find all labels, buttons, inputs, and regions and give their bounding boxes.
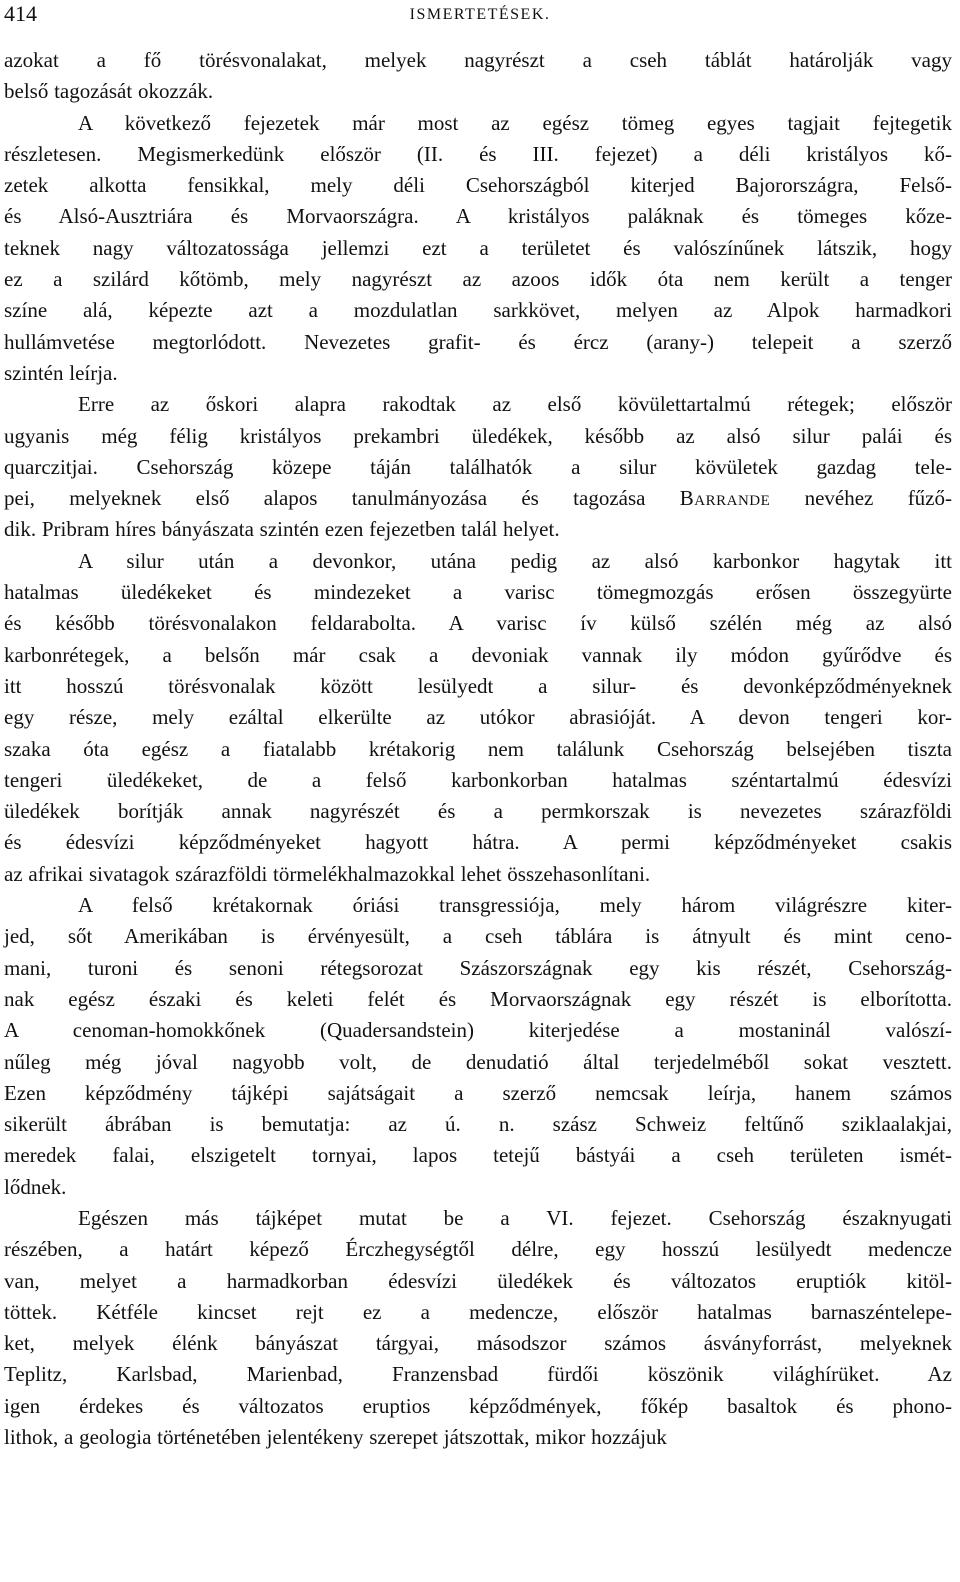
paragraph (4, 108, 952, 390)
text-line: Teplitz, Karlsbad, Marienbad, Franzensbad fürdői köszönik világhírüket. Az (4, 1362, 952, 1387)
text-line: ugyanis még félig kristályos prekambri üledékek, később az alsó silur palái és (4, 423, 952, 448)
text-line: nak egész északi és keleti felét és Morvaországnak egy részét is elborította. (4, 986, 952, 1011)
text-line: Ezen képződmény tájképi sajátságait a szerző nemcsak leírja, hanem számos (4, 1080, 952, 1105)
text-line: van, melyet a harmadkorban édesvízi üledékek és változatos eruptiók kitöl- (4, 1268, 952, 1293)
text-line: egy része, mely ezáltal elkerülte az utókor abrasióját. A devon tengeri kor- (4, 705, 952, 730)
text-line: hatalmas üledékeket és mindezeket a varisc tömegmozgás erősen összegyürte (4, 580, 952, 605)
text-line: zetek alkotta fensikkal, mely déli Csehországból kiterjed Bajorországra, Felső- (4, 173, 952, 198)
text-line: üledékek borítják annak nagyrészét és a permkorszak is nevezetes szárazföldi (4, 799, 952, 824)
text-line: teknek nagy változatossága jellemzi ezt a területet és valószínűnek látszik, hogy (4, 235, 952, 260)
text-line: mani, turoni és senoni rétegsorozat Szászországnak egy kis részét, Csehország- (4, 955, 952, 980)
text-line: ez a szilárd kőtömb, mely nagyrészt az azoos idők óta nem került a tenger (4, 267, 952, 292)
text-line: sikerült ábrában is bemutatja: az ú. n. szász Schweiz feltűnő sziklaalakjai, (4, 1112, 952, 1137)
author-name: Barrande (679, 486, 771, 511)
text-line: Egészen más tájképet mutat be a VI. fejezet. Csehország északnyugati (78, 1205, 952, 1230)
text-line: Erre az őskori alapra rakodtak az első kövülettartalmú rétegek; először (78, 392, 952, 417)
text-line: részletesen. Megismerkedünk először (II. és III. fejezet) a déli kristályos kő- (4, 141, 952, 166)
text-line: részében, a határt képező Érczhegységtől délre, egy hosszú lesülyedt medencze (4, 1237, 952, 1262)
text-line: és később törésvonalakon feldarabolta. A varisc ív külső szélén még az alsó (4, 611, 952, 636)
text-line: karbonrétegek, a belsőn már csak a devoniak vannak ily módon gyűrődve és (4, 642, 952, 667)
paragraph (4, 389, 952, 545)
text-line: A következő fejezetek már most az egész tömeg egyes tagjait fejtegetik (78, 110, 952, 135)
text-line: lithok, a geologia történetében jelentékeny szerepet játszottak, mikor hozzájuk (4, 1425, 667, 1450)
running-title: ISMERTETÉSEK. (409, 6, 551, 23)
text-line: A silur után a devonkor, utána pedig az alsó karbonkor hagytak itt (78, 548, 952, 573)
paragraph (4, 546, 952, 890)
text-line: tengeri üledékeket, de a felső karbonkorban hatalmas széntartalmú édesvízi (4, 767, 952, 792)
paragraph (4, 890, 952, 1203)
text-line: az afrikai sivatagok szárazföldi törmelékhalmazokkal lehet összehasonlítani. (4, 861, 651, 886)
text-line: színe alá, képezte azt a mozdulatlan sarkkövet, melyen az Alpok harmadkori (4, 298, 952, 323)
text-line: szintén leírja. (4, 360, 118, 385)
body-text (4, 45, 952, 1453)
text-line: quarczitjai. Csehország közepe táján találhatók a silur kövületek gazdag tele- (4, 454, 952, 479)
text-line: hullámvetése megtorlódott. Nevezetes grafit- és ércz (arany-) telepeit a szerző (4, 329, 952, 354)
text-line: A cenoman-homokkőnek (Quadersandstein) kiterjedése a mostaninál valószí- (4, 1018, 952, 1043)
text-line: igen érdekes és változatos eruptios képződmények, főkép basaltok és phono- (4, 1393, 952, 1418)
text-line: jed, sőt Amerikában is érvényesült, a cseh táblára is átnyult és mint ceno- (4, 924, 952, 949)
paragraph (4, 45, 952, 108)
page-header (4, 0, 956, 30)
text-line: és édesvízi képződményeket hagyott hátra. A permi képződményeket csakis (4, 830, 952, 855)
page-number: 414 (4, 1, 37, 26)
text-line: azokat a fő törésvonalakat, melyek nagyrészt a cseh táblát határolják vagy (4, 48, 952, 72)
text-line: itt hosszú törésvonalak között lesülyedt a silur- és devonképződményeknek (4, 673, 952, 698)
text-line: belső tagozását okozzák. (4, 79, 214, 104)
text-line: töttek. Kétféle kincset rejt ez a medencze, először hatalmas barnaszéntelepe- (4, 1299, 952, 1324)
text-line: ket, melyek élénk bányászat tárgyai, másodszor számos ásványforrást, melyeknek (4, 1331, 952, 1356)
text-line: és Alsó-Ausztriára és Morvaországra. A kristályos paláknak és tömeges kőze- (4, 204, 952, 229)
text-line: szaka óta egész a fiatalabb krétakorig nem találunk Csehország belsejében tiszta (4, 736, 952, 761)
text-line: lődnek. (4, 1174, 67, 1199)
text-line: A felső krétakornak óriási transgressiója, mely három világrészre kiter- (78, 893, 952, 918)
text-line: pei, melyeknek első alapos tanulmányozása és tagozása Barrande nevéhez fűző- (4, 486, 952, 511)
text-line: meredek falai, elszigetelt tornyai, lapos tetejű bástyái a cseh területen ismét- (4, 1143, 952, 1168)
paragraph (4, 1203, 952, 1453)
text-line: dik. Pribram híres bányászata szintén ezen fejezetben talál helyet. (4, 517, 560, 542)
text-line: nűleg még jóval nagyobb volt, de denudatió által terjedelméből sokat vesztett. (4, 1049, 952, 1074)
